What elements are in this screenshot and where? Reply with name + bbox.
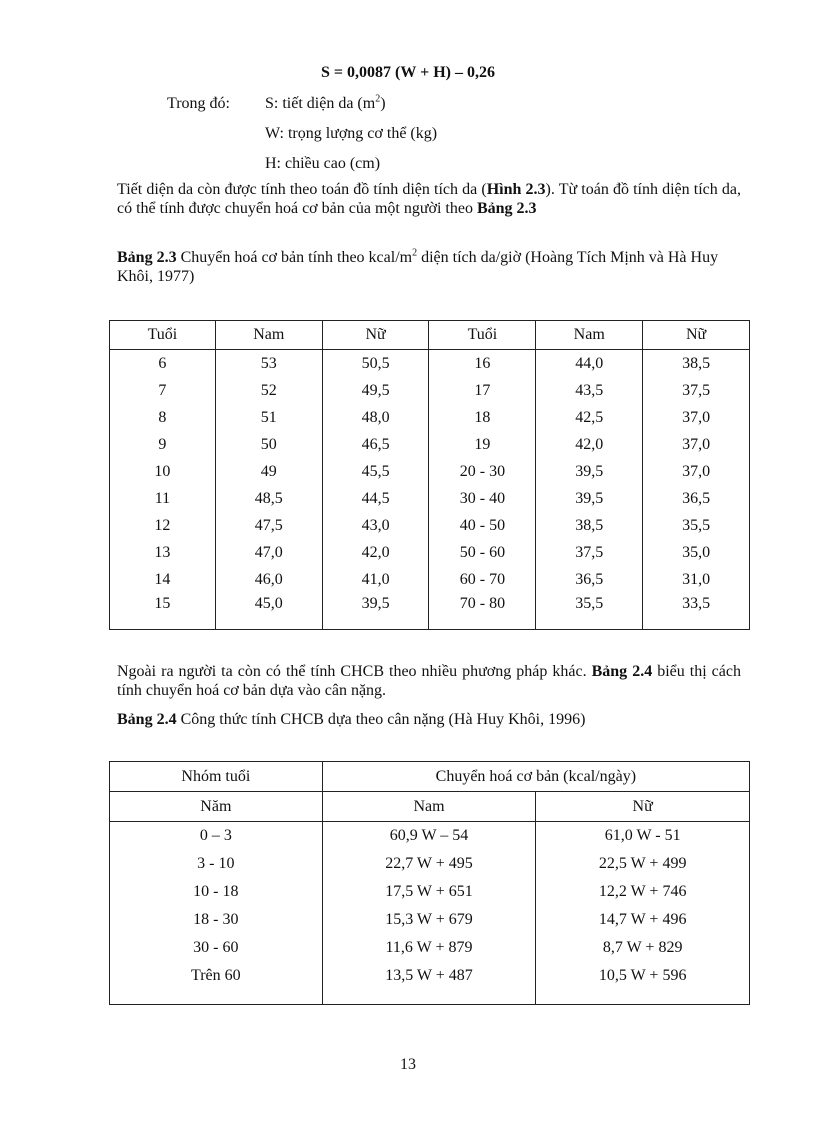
table-line: 22,7 W + 495 bbox=[385, 855, 473, 872]
table-cell: 43,5 bbox=[536, 377, 643, 404]
table-cell: 18 bbox=[429, 404, 536, 431]
table-row bbox=[110, 539, 750, 566]
table-cell: 36,5 bbox=[643, 485, 750, 512]
where-row-h bbox=[167, 155, 380, 173]
table-cell: 16 bbox=[429, 350, 536, 378]
table-row bbox=[110, 512, 750, 539]
table-line: 8,7 W + 829 bbox=[602, 939, 683, 956]
table-row bbox=[110, 458, 750, 485]
table-row bbox=[110, 350, 750, 378]
age-column bbox=[110, 822, 323, 1005]
table-cell: 35,5 bbox=[643, 512, 750, 539]
table-cell: 9 bbox=[110, 431, 216, 458]
table-line: 22,5 W + 499 bbox=[598, 855, 687, 872]
table-cell: 33,5 bbox=[643, 593, 750, 630]
paragraph-2: Ngoài ra người ta còn có thể tính CHCB theo nhiều phương pháp khác. Bảng 2.4 biểu thị cách tính chuyển hoá cơ bản dựa vào cân nặng. bbox=[117, 663, 741, 699]
header-age-group: Nhóm tuổi bbox=[110, 762, 323, 792]
table-cell: 41,0 bbox=[322, 566, 429, 593]
table-row bbox=[110, 593, 750, 630]
table-row bbox=[110, 431, 750, 458]
table-cell: 15 bbox=[110, 593, 216, 630]
where-item-s: S: tiết diện da $(m^2)$ bbox=[265, 93, 386, 112]
table-cell: 42,5 bbox=[536, 404, 643, 431]
table-cell: 13 bbox=[110, 539, 216, 566]
table-2-4-caption: Bảng 2.4 Công thức tính CHCB dựa theo cân nặng (Hà Huy Khôi, 1996) bbox=[117, 711, 586, 728]
table-cell: 42,0 bbox=[536, 431, 643, 458]
table-cell: 46,0 bbox=[215, 566, 322, 593]
table-2-4 bbox=[109, 761, 750, 1005]
table-cell: 38,5 bbox=[643, 350, 750, 378]
table-cell: 48,5 bbox=[215, 485, 322, 512]
table-row bbox=[110, 404, 750, 431]
table-cell: 70 - 80 bbox=[429, 593, 536, 630]
male-formula-column bbox=[322, 822, 536, 1005]
table-2-3 bbox=[109, 320, 750, 630]
table-cell: 45,0 bbox=[215, 593, 322, 630]
table-row bbox=[110, 377, 750, 404]
table-cell: 37,5 bbox=[536, 539, 643, 566]
table-cell: 19 bbox=[429, 431, 536, 458]
table-line: 0 – 3 bbox=[199, 827, 232, 844]
table-cell: 31,0 bbox=[643, 566, 750, 593]
table-cell: 47,5 bbox=[215, 512, 322, 539]
table-cell: 37,0 bbox=[643, 404, 750, 431]
table-line: 61,0 W - 51 bbox=[604, 827, 681, 844]
table-header-cell: Tuổi bbox=[429, 321, 536, 350]
table-line: 17,5 W + 651 bbox=[385, 883, 473, 900]
table-cell: 47,0 bbox=[215, 539, 322, 566]
table-cell: 60 - 70 bbox=[429, 566, 536, 593]
table-cell: 43,0 bbox=[322, 512, 429, 539]
table-cell: 38,5 bbox=[536, 512, 643, 539]
table-cell: 50,5 bbox=[322, 350, 429, 378]
table-row bbox=[110, 485, 750, 512]
table-cell: 39,5 bbox=[536, 485, 643, 512]
table-cell: 48,0 bbox=[322, 404, 429, 431]
table-line: 30 - 60 bbox=[193, 939, 239, 956]
table-cell: 11 bbox=[110, 485, 216, 512]
table-line: 11,6 W + 879 bbox=[385, 939, 473, 956]
table-cell: 40 - 50 bbox=[429, 512, 536, 539]
table-cell: 10 bbox=[110, 458, 216, 485]
table-cell: 50 - 60 bbox=[429, 539, 536, 566]
table-cell: 20 - 30 bbox=[429, 458, 536, 485]
where-item-w: W: trọng lượng cơ thể (kg) bbox=[265, 125, 438, 142]
table-line: 60,9 W – 54 bbox=[389, 827, 469, 844]
table-cell: 45,5 bbox=[322, 458, 429, 485]
table-2-3-caption: Bảng 2.3 Chuyển hoá cơ bản tính theo kcal/$m^2$ diện tích da/giờ (Hoàng Tích Mịnh và Hà Huy Khôi, 1977) bbox=[117, 247, 719, 285]
table-cell: 37,5 bbox=[643, 377, 750, 404]
table-header-cell: Nam bbox=[536, 321, 643, 350]
table-cell: 37,0 bbox=[643, 431, 750, 458]
table-cell: 44,0 bbox=[536, 350, 643, 378]
page-number: 13 bbox=[400, 1056, 416, 1073]
table-cell: 35,0 bbox=[643, 539, 750, 566]
table-line: 10,5 W + 596 bbox=[598, 967, 687, 984]
table-cell: 46,5 bbox=[322, 431, 429, 458]
table-cell: 8 bbox=[110, 404, 216, 431]
header-male: Nam bbox=[322, 792, 536, 822]
table-cell: 50 bbox=[215, 431, 322, 458]
table-cell: 51 bbox=[215, 404, 322, 431]
table-header-cell: Tuổi bbox=[110, 321, 216, 350]
table-cell: 53 bbox=[215, 350, 322, 378]
table-line: 10 - 18 bbox=[193, 883, 239, 900]
where-row-w bbox=[167, 125, 437, 143]
header-year: Năm bbox=[110, 792, 323, 822]
table-header-cell: Nữ bbox=[322, 321, 429, 350]
header-female: Nữ bbox=[536, 792, 750, 822]
header-bmr: Chuyển hoá cơ bản (kcal/ngày) bbox=[322, 762, 749, 792]
table-line: 13,5 W + 487 bbox=[385, 967, 473, 984]
table-cell: 49 bbox=[215, 458, 322, 485]
table-cell: 39,5 bbox=[322, 593, 429, 630]
table-cell: 6 bbox=[110, 350, 216, 378]
table-cell: 14 bbox=[110, 566, 216, 593]
table-cell: 30 - 40 bbox=[429, 485, 536, 512]
table-header-cell: Nam bbox=[215, 321, 322, 350]
table-cell: 44,5 bbox=[322, 485, 429, 512]
table-line: 3 - 10 bbox=[197, 855, 235, 872]
where-item-h: H: chiều cao (cm) bbox=[265, 155, 381, 172]
where-label: Trong đó: bbox=[167, 95, 230, 112]
where-row-s bbox=[167, 95, 386, 113]
table-line: 15,3 W + 679 bbox=[385, 911, 473, 928]
table-header-cell: Nữ bbox=[643, 321, 750, 350]
table-cell: 36,5 bbox=[536, 566, 643, 593]
table-line: 18 - 30 bbox=[193, 911, 239, 928]
table-cell: 39,5 bbox=[536, 458, 643, 485]
table-cell: 17 bbox=[429, 377, 536, 404]
paragraph-1: Tiết diện da còn được tính theo toán đồ tính diện tích da (Hình 2.3). Từ toán đồ tính diện tích da, có thể tính được chuyển hoá cơ bản của một người theo Bảng 2.3 bbox=[117, 181, 742, 217]
female-formula-column bbox=[536, 822, 750, 1005]
table-cell: 42,0 bbox=[322, 539, 429, 566]
table-line: Trên 60 bbox=[191, 967, 241, 984]
table-row bbox=[110, 566, 750, 593]
table-line: 12,2 W + 746 bbox=[598, 883, 687, 900]
table-cell: 37,0 bbox=[643, 458, 750, 485]
table-cell: 35,5 bbox=[536, 593, 643, 630]
formula: S = 0,0087 (W + H) – 0,26 bbox=[321, 64, 495, 81]
table-cell: 49,5 bbox=[322, 377, 429, 404]
table-cell: 12 bbox=[110, 512, 216, 539]
table-cell: 7 bbox=[110, 377, 216, 404]
table-cell: 52 bbox=[215, 377, 322, 404]
table-line: 14,7 W + 496 bbox=[598, 911, 687, 928]
